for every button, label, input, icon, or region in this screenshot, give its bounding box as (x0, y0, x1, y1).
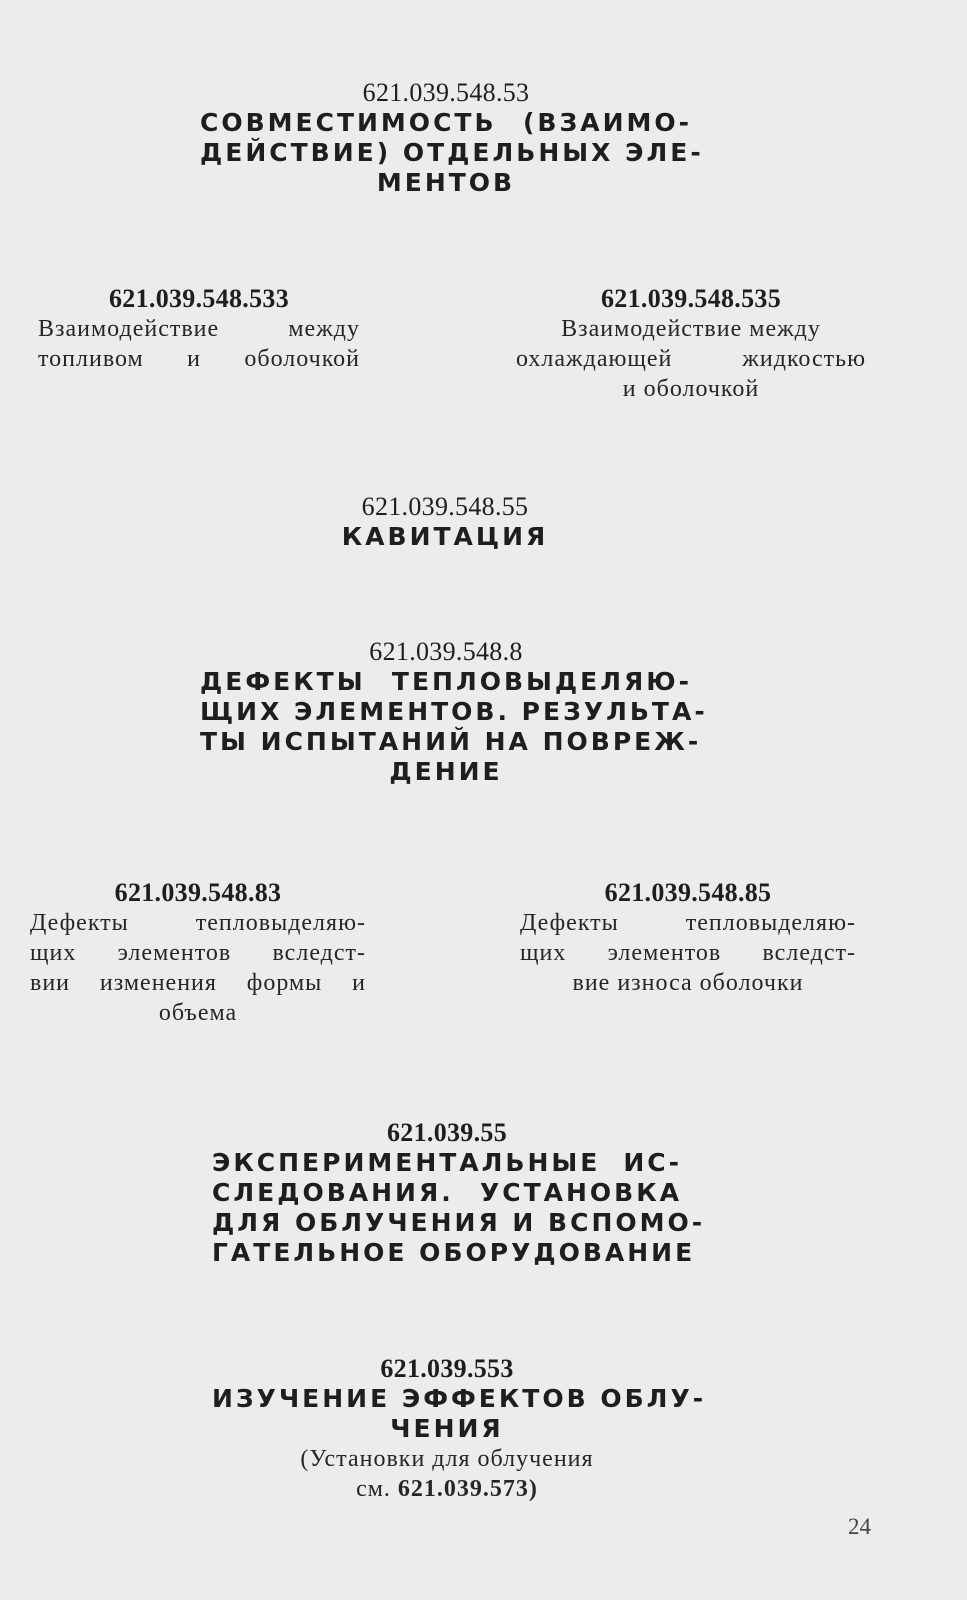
text-line: щих элементов вследст- (30, 940, 366, 966)
section-code: 621.039.548.533 (109, 284, 289, 313)
section-title (212, 1148, 706, 1268)
text-line: охлаждающей жидкостью (516, 346, 866, 372)
text-line: вии изменения формы и (30, 970, 366, 996)
title-line: СОВМЕСТИМОСТЬ (ВЗАИМО- (200, 108, 692, 137)
text-line: Дефекты тепловыделяю- (30, 910, 366, 936)
text-line: объема (158, 1000, 238, 1026)
title-line: МЕНТОВ (376, 168, 516, 197)
text-line: вие износа оболочки (572, 970, 804, 996)
cross-reference-note (212, 1444, 682, 1504)
section-code: 621.039.548.8 (369, 637, 523, 666)
text-line: щих элементов вследст- (520, 940, 856, 966)
cross-reference-code: 621.039.573) (397, 1476, 538, 1502)
subsection-cladding-wear-defects (520, 878, 856, 998)
note-line: (Установки для облучения (300, 1446, 594, 1472)
text-line: Взаимодействие между (38, 316, 360, 342)
title-line: ДЛЯ ОБЛУЧЕНИЯ И ВСПОМО- (212, 1208, 706, 1237)
section-code: 621.039.548.53 (362, 78, 530, 107)
title-line: ДЕФЕКТЫ ТЕПЛОВЫДЕЛЯЮ- (200, 667, 692, 696)
section-code: 621.039.548.83 (114, 878, 282, 907)
text-line: топливом и оболочкой (38, 346, 360, 372)
section-experimental-research (212, 1118, 706, 1268)
section-title (300, 522, 590, 552)
section-title (212, 1384, 707, 1444)
section-code: 621.039.548.85 (604, 878, 772, 907)
section-description (30, 908, 366, 1028)
text-line: Взаимодействие между (561, 316, 821, 342)
text-line: и оболочкой (622, 376, 760, 402)
page-number: 24 (848, 1514, 871, 1539)
section-compatibility (200, 78, 704, 198)
section-code: 621.039.548.535 (601, 284, 781, 313)
section-fuel-element-defects (200, 637, 708, 787)
section-code: 621.039.55 (387, 1118, 507, 1147)
subsection-coolant-cladding (516, 284, 866, 404)
section-cavitation (300, 492, 590, 552)
title-line: ТЫ ИСПЫТАНИЙ НА ПОВРЕЖ- (200, 727, 702, 756)
section-title (200, 667, 708, 787)
subsection-fuel-cladding (38, 284, 360, 374)
title-line: ИЗУЧЕНИЕ ЭФФЕКТОВ ОБЛУ- (212, 1384, 707, 1413)
title-line: СЛЕДОВАНИЯ. УСТАНОВКА (212, 1178, 682, 1207)
title-line: ГАТЕЛЬНОЕ ОБОРУДОВАНИЕ (212, 1238, 696, 1267)
text-line: Дефекты тепловыделяю- (520, 910, 856, 936)
title-line: ЧЕНИЯ (390, 1414, 504, 1443)
title-line: ЭКСПЕРИМЕНТАЛЬНЫЕ ИС- (212, 1148, 682, 1177)
note-prefix: см. (356, 1476, 398, 1502)
section-irradiation-effects (212, 1354, 707, 1504)
title-line: КАВИТАЦИЯ (341, 522, 549, 551)
title-line: ЩИХ ЭЛЕМЕНТОВ. РЕЗУЛЬТА- (200, 697, 708, 726)
note-line (212, 1474, 682, 1504)
section-code: 621.039.553 (380, 1354, 514, 1383)
section-description (520, 908, 856, 998)
title-line: ДЕНИЕ (389, 757, 503, 786)
section-description (38, 314, 360, 374)
subsection-shape-change-defects (30, 878, 366, 1028)
section-code: 621.039.548.55 (361, 492, 529, 521)
section-title (200, 108, 704, 198)
title-line: ДЕЙСТВИЕ) ОТДЕЛЬНЫХ ЭЛЕ- (200, 138, 704, 167)
section-description (516, 314, 866, 404)
